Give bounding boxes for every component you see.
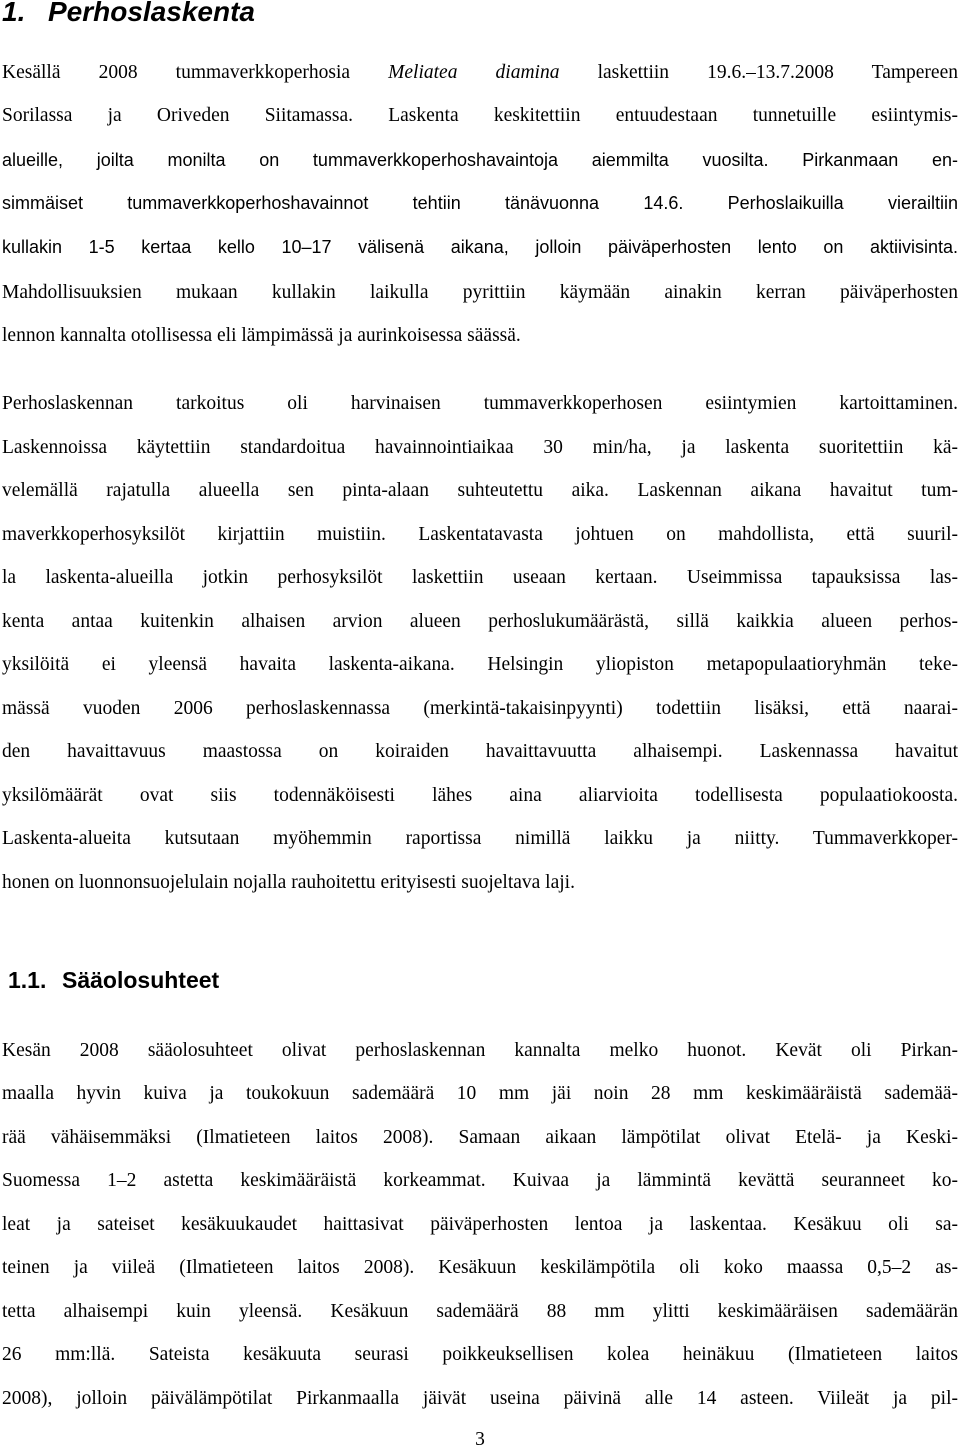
section-number: 1. (2, 0, 26, 27)
paragraph-2-line-1: Perhoslaskennan tarkoitus oli harvinaisen tummaverkkoperhosen esiintymien kartoittaminen. (2, 393, 958, 414)
paragraph-2-line-5: la laskenta-alueilla jotkin perhosyksilöt laskettiin useaan kertaan. Useimmissa tapauksissa las- (2, 567, 958, 588)
paragraph-1-line-5: kullakin 1-5 kertaa kello 10–17 välisenä aikana, jolloin päiväperhosten lento on aktiivisinta. (2, 237, 958, 257)
paragraph-3-line-6: teinen ja viileä (Ilmatieteen laitos 2008). Kesäkuun keskilämpötila oli koko maassa 0,5–2 as- (2, 1257, 958, 1278)
paragraph-2-line-11: Laskenta-alueita kutsutaan myöhemmin raportissa nimillä laikku ja niitty. Tummaverkkoper- (2, 828, 958, 849)
page-number: 3 (475, 1429, 485, 1450)
paragraph-2-line-7: yksilöitä ei yleensä havaita laskenta-aikana. Helsingin yliopiston metapopulaatioryhmän teke- (2, 654, 958, 675)
paragraph-3-line-5: leat ja sateiset kesäkuukaudet haittasivat päiväperhosten lentoa ja laskentaa. Kesäkuu oli sa- (2, 1214, 958, 1235)
section-heading (2, 0, 255, 31)
paragraph-2-line-2: Laskennoissa käytettiin standardoitua havainnointiaikaa 30 min/ha, ja laskenta suoritettiin kä- (2, 437, 958, 458)
paragraph-2-line-6: kenta antaa kuitenkin alhaisen arvion alueen perhoslukumäärästä, sillä kaikkia alueen perhos- (2, 611, 958, 632)
species-name: Meliatea diamina (388, 62, 560, 83)
paragraph-2-line-4: maverkkoperhosyksilöt kirjattiin muistiin. Laskentatavasta johtuen on mahdollista, että suuril- (2, 524, 958, 545)
paragraph-2-line-10: yksilömäärät ovat siis todennäköisesti lähes aina aliarvioita todellisesta populaatiokoosta. (2, 785, 958, 806)
subsection-heading (8, 962, 219, 998)
paragraph-3-line-2: maalla hyvin kuiva ja toukokuun sademäärä 10 mm jäi noin 28 mm keskimääräistä sademää- (2, 1083, 958, 1104)
paragraph-3-line-4: Suomessa 1–2 astetta keskimääräistä korkeammat. Kuivaa ja lämmintä kevättä seuranneet ko- (2, 1170, 958, 1191)
paragraph-2-line-12: honen on luonnonsuojelulain nojalla rauhoitettu erityisesti suojeltava laji. (2, 872, 575, 893)
paragraph-2-line-8: mässä vuoden 2006 perhoslaskennassa (merkintä-takaisinpyynti) todettiin lisäksi, että naarai- (2, 698, 958, 719)
paragraph-3-line-9: 2008), jolloin päivälämpötilat Pirkanmaalla jäivät useina päivinä alle 14 asteen. Viileät ja pil- (2, 1388, 958, 1409)
paragraph-2-line-3: velemällä rajatulla alueella sen pinta-alaan suhteutettu aika. Laskennan aikana havaitut tum- (2, 480, 958, 501)
subsection-title: Sääolosuhteet (62, 967, 220, 993)
paragraph-1-line-4: simmäiset tummaverkkoperhoshavainnot tehtiin tänävuonna 14.6. Perhoslaikuilla vierailtiin (2, 193, 958, 213)
section-title: Perhoslaskenta (48, 0, 255, 27)
paragraph-1-line-1 (2, 61, 958, 85)
subsection-number: 1.1. (8, 967, 47, 993)
paragraph-1-line-3: alueille, joilta monilta on tummaverkkoperhoshavaintoja aiemmilta vuosilta. Pirkanmaan en- (2, 150, 958, 170)
paragraph-1-line-6: Mahdollisuuksien mukaan kullakin laikulla pyrittiin käymään ainakin kerran päiväperhosten (2, 282, 958, 303)
text-segment: laskettiin 19.6.–13.7.2008 Tampereen (559, 62, 958, 83)
paragraph-1-line-2: Sorilassa ja Oriveden Siitamassa. Laskenta keskitettiin entuudestaan tunnetuille esiintymis- (2, 105, 958, 126)
paragraph-3-line-3: rää vähäisemmäksi (Ilmatieteen laitos 2008). Samaan aikaan lämpötilat olivat Etelä- ja Keski- (2, 1127, 958, 1148)
paragraph-3-line-7: tetta alhaisempi kuin yleensä. Kesäkuun sademäärä 88 mm ylitti keskimääräisen sademäärän (2, 1301, 958, 1322)
paragraph-1-line-7: lennon kannalta otollisessa eli lämpimässä ja aurinkoisessa säässä. (2, 325, 521, 346)
paragraph-3-line-1: Kesän 2008 sääolosuhteet olivat perhoslaskennan kannalta melko huonot. Kevät oli Pirkan- (2, 1040, 958, 1061)
paragraph-3-line-8: 26 mm:llä. Sateista kesäkuuta seurasi poikkeuksellisen kolea heinäkuu (Ilmatieteen laitos (2, 1344, 958, 1365)
text-segment: Kesällä 2008 tummaverkkoperhosia (2, 62, 389, 83)
paragraph-2-line-9: den havaittavuus maastossa on koiraiden havaittavuutta alhaisempi. Laskennassa havaitut (2, 741, 958, 762)
